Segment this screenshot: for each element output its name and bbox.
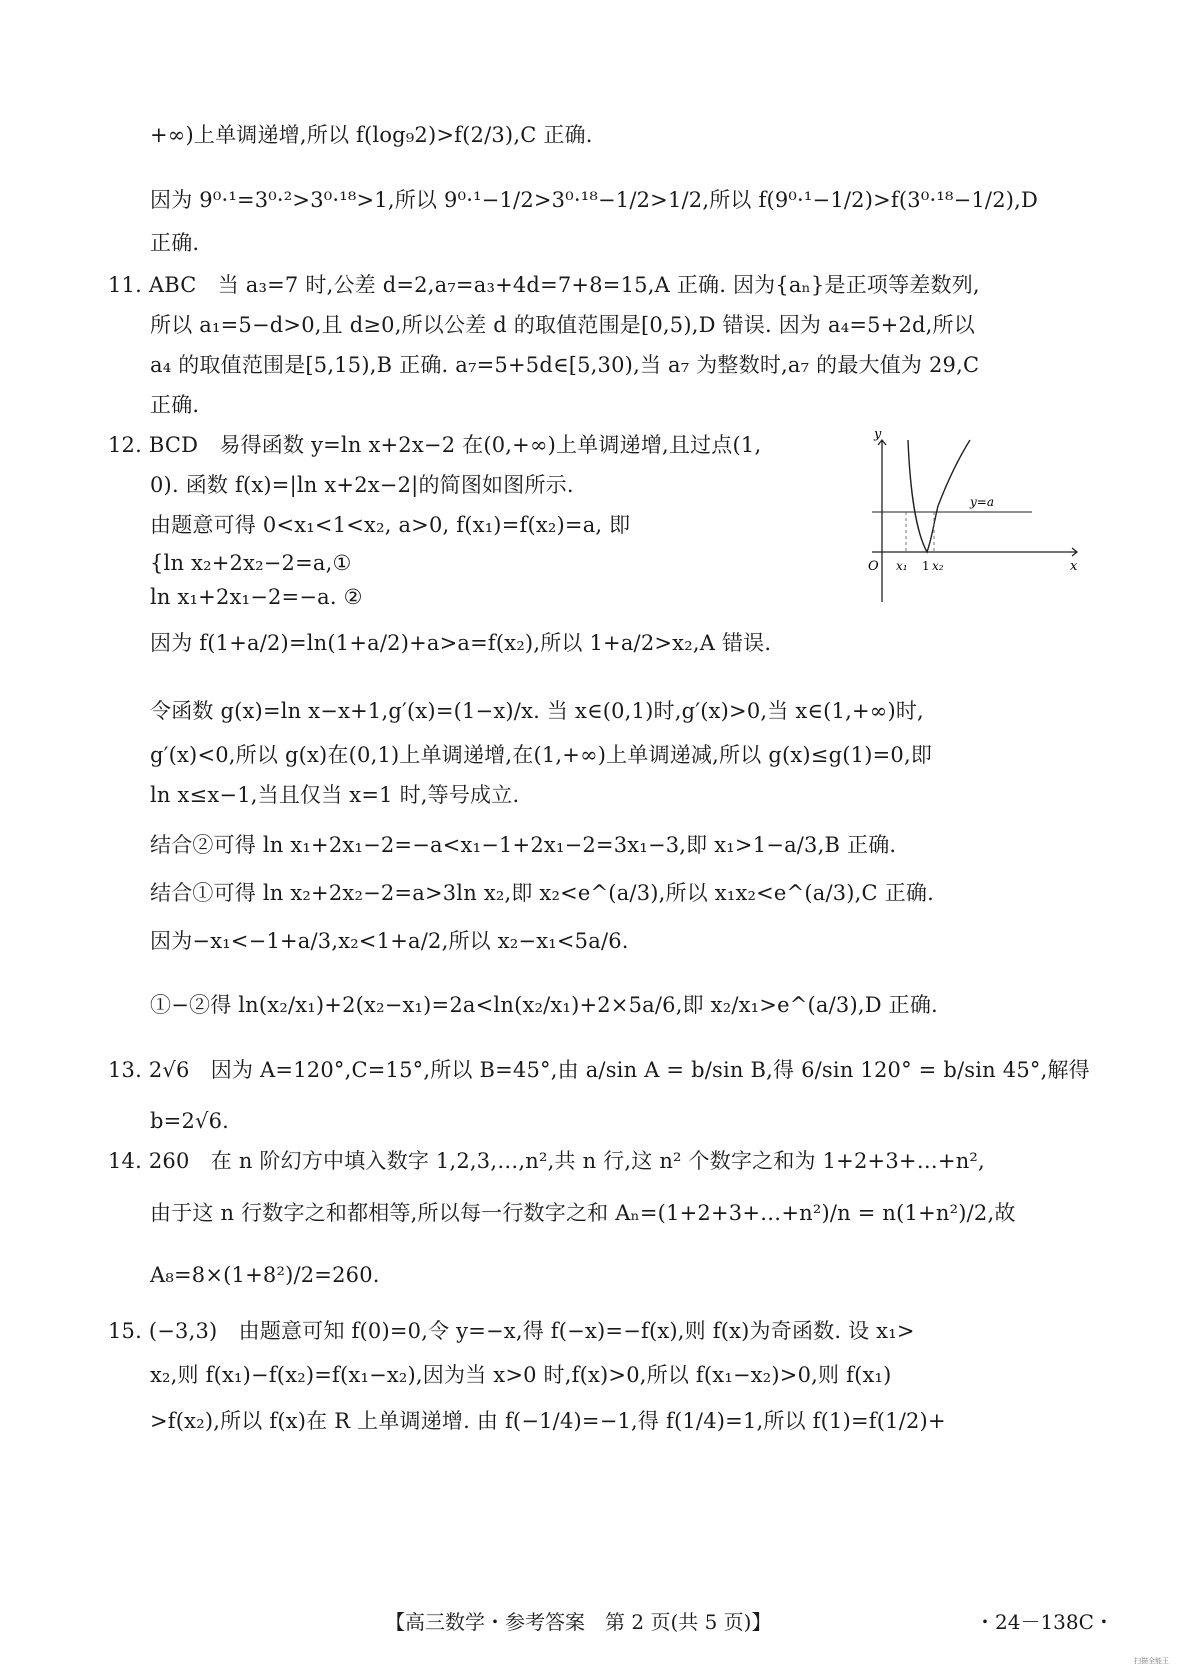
text-line-5: 所以 a₁=5−d>0,且 d≥0,所以公差 d 的取值范围是[0,5),D 错误. 因为 a₄=5+2d,所以 (150, 313, 975, 337)
text-line-22: b=2√6. (150, 1109, 230, 1133)
scanner-watermark: 扫描全能王 (1134, 1657, 1169, 1665)
text-line-20: ①−②得 ln(x₂/x₁)+2(x₂−x₁)=2a<ln(x₂/x₁)+2×5a/6,即 x₂/x₁>e^(a/3),D 正确. (150, 993, 938, 1017)
text-line-14: 令函数 g(x)=ln x−x+1,g′(x)=(1−x)/x. 当 x∈(0,1)时,g′(x)>0,当 x∈(1,+∞)时, (150, 699, 924, 723)
text-line-18: 结合①可得 ln x₂+2x₂−2=a>3ln x₂,即 x₂<e^(a/3),所以 x₁x₂<e^(a/3),C 正确. (150, 881, 934, 905)
graph-x1-label: x₁ (896, 559, 908, 573)
graph-x2-label: x₂ (932, 559, 944, 573)
text-line-25: A₈=8×(1+8²)/2=260. (150, 1263, 380, 1287)
function-curve (908, 440, 970, 552)
footer-title: 【高三数学・参考答案 第 2 页(共 5 页)】 (385, 1610, 772, 1634)
text-line-21: 13. 2√6 因为 A=120°,C=15°,所以 B=45°,由 a/sin A = b/sin B,得 6/sin 120° = b/sin 45°,解得 (108, 1058, 1090, 1082)
text-line-9: 0). 函数 f(x)=|ln x+2x−2|的简图如图所示. (150, 473, 574, 497)
graph-one-label: 1 (922, 559, 930, 573)
text-line-12: ln x₁+2x₁−2=−a. ② (150, 585, 363, 609)
text-line-2: 因为 9⁰·¹=3⁰·²>3⁰·¹⁸>1,所以 9⁰·¹−1/2>3⁰·¹⁸−1/2>1/2,所以 f(9⁰·¹−1/2)>f(3⁰·¹⁸−1/2),D (150, 188, 1039, 212)
text-line-28: >f(x₂),所以 f(x)在 R 上单调递增. 由 f(−1/4)=−1,得 f(1/4)=1,所以 f(1)=f(1/2)+ (150, 1409, 946, 1433)
graph-x-label: x (1070, 559, 1078, 574)
text-line-11: {ln x₂+2x₂−2=a,① (150, 551, 352, 575)
text-line-10: 由题意可得 0<x₁<1<x₂, a>0, f(x₁)=f(x₂)=a, 即 (150, 513, 631, 537)
text-line-4: 11. ABC 当 a₃=7 时,公差 d=2,a₇=a₃+4d=7+8=15,A 正确. 因为{aₙ}是正项等差数列, (108, 273, 980, 297)
text-line-27: x₂,则 f(x₁)−f(x₂)=f(x₁−x₂),因为当 x>0 时,f(x)>0,所以 f(x₁−x₂)>0,则 f(x₁) (150, 1363, 892, 1387)
text-line-17: 结合②可得 ln x₁+2x₁−2=−a<x₁−1+2x₁−2=3x₁−3,即 x₁>1−a/3,B 正确. (150, 833, 897, 857)
text-line-7: 正确. (150, 393, 200, 417)
text-line-13: 因为 f(1+a/2)=ln(1+a/2)+a>a=f(x₂),所以 1+a/2>x₂,A 错误. (150, 631, 772, 655)
graph-origin-label: O (868, 559, 879, 574)
text-line-23: 14. 260 在 n 阶幻方中填入数字 1,2,3,…,n²,共 n 行,这 n² 个数字之和为 1+2+3+…+n², (108, 1149, 985, 1173)
text-line-26: 15. (−3,3) 由题意可知 f(0)=0,令 y=−x,得 f(−x)=−f(x),则 f(x)为奇函数. 设 x₁> (108, 1319, 915, 1343)
text-line-24: 由于这 n 行数字之和都相等,所以每一行数字之和 Aₙ=(1+2+3+…+n²)/n = n(1+n²)/2,故 (150, 1201, 1016, 1225)
text-line-6: a₄ 的取值范围是[5,15),B 正确. a₇=5+5d∈[5,30),当 a₇ 为整数时,a₇ 的最大值为 29,C (150, 353, 980, 377)
text-line-16: ln x≤x−1,当且仅当 x=1 时,等号成立. (150, 783, 520, 807)
function-graph (868, 427, 1082, 630)
text-line-8: 12. BCD 易得函数 y=ln x+2x−2 在(0,+∞)上单调递增,且过点(1, (108, 433, 762, 457)
text-line-3: 正确. (150, 231, 200, 255)
graph-y-label: y (874, 427, 882, 442)
footer-code: ・24－138C・ (975, 1610, 1114, 1634)
graph-line-label: y=a (970, 495, 994, 509)
text-line-19: 因为−x₁<−1+a/3,x₂<1+a/2,所以 x₂−x₁<5a/6. (150, 929, 629, 953)
graph-axes (872, 440, 1077, 602)
text-line-15: g′(x)<0,所以 g(x)在(0,1)上单调递增,在(1,+∞)上单调递减,所以 g(x)≤g(1)=0,即 (150, 743, 933, 767)
text-line-1: +∞)上单调递增,所以 f(log₉2)>f(2/3),C 正确. (150, 123, 593, 147)
